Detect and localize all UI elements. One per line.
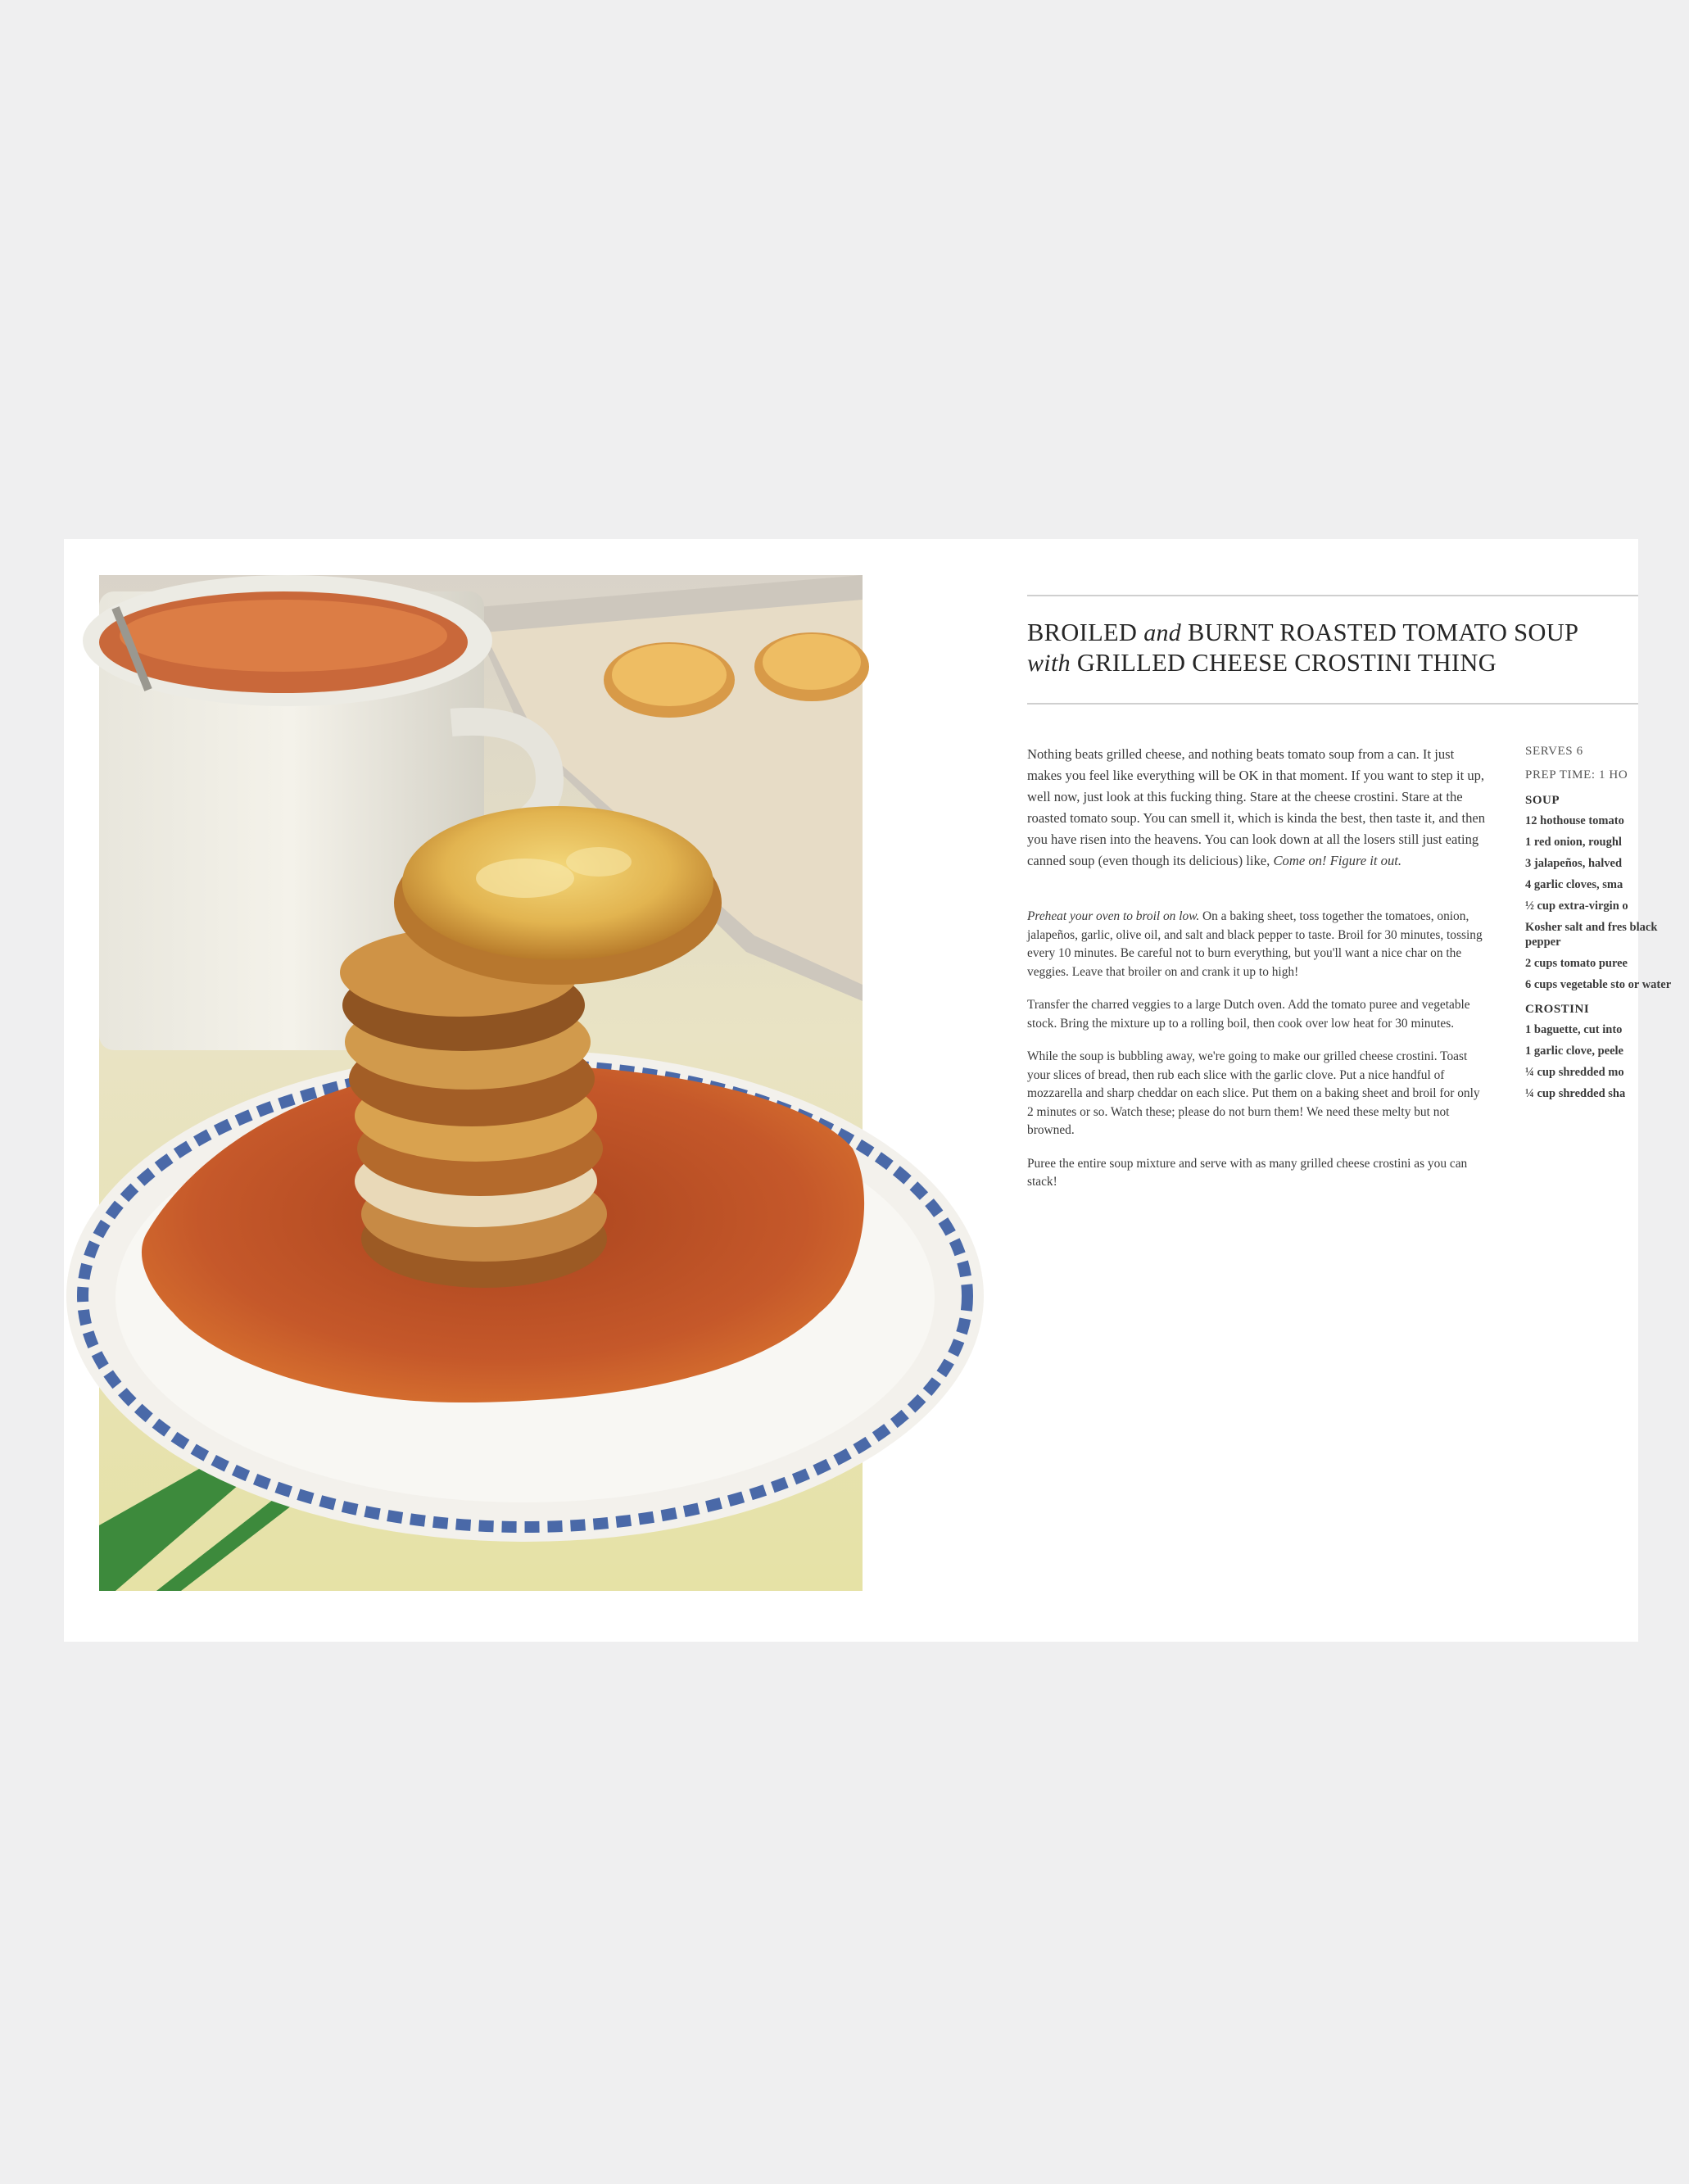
title-part-3: GRILLED CHEESE CROSTINI THING bbox=[1076, 649, 1497, 677]
title-top-rule bbox=[1027, 595, 1638, 596]
step-3: While the soup is bubbling away, we're going to make our grilled cheese crostini. Toast your slices of bread, then rub each slice with the garlic clove. Put a nice handful of mozzarella and sharp cheddar on each slice. Put them on a baking sheet and broil for only 2 minutes or so. Watch these; please do not burn them! We need these melty but not browned. bbox=[1027, 1049, 1480, 1137]
step-1-lead: Preheat your oven to broil on low. bbox=[1027, 909, 1200, 923]
recipe-title bbox=[1027, 618, 1650, 678]
intro-italic: Come on! Figure it out. bbox=[1273, 853, 1402, 868]
step-2: Transfer the charred veggies to a large Dutch oven. Add the tomato puree and vegetable stock. Bring the mixture up to a rolling boil, then cook over low heat for 30 minutes. bbox=[1027, 998, 1470, 1031]
ingredient: Kosher salt and fres black pepper bbox=[1525, 921, 1658, 949]
ingredient: ¼ cup shredded sha bbox=[1525, 1087, 1626, 1100]
prep-time: PREP TIME: 1 HO bbox=[1525, 768, 1628, 782]
ingredient: ¼ cup shredded mo bbox=[1525, 1066, 1624, 1079]
soup-heading: SOUP bbox=[1525, 794, 1560, 807]
food-photo bbox=[99, 575, 863, 1591]
title-and: and bbox=[1143, 619, 1182, 646]
ingredient: 3 jalapeños, halved bbox=[1525, 857, 1623, 870]
serves: SERVES 6 bbox=[1525, 745, 1583, 758]
ingredients-sidebar bbox=[1525, 744, 1689, 1108]
ingredient: 1 baguette, cut into bbox=[1525, 1023, 1623, 1036]
book-spread bbox=[64, 539, 1672, 1642]
ingredient: 4 garlic cloves, sma bbox=[1525, 878, 1623, 891]
title-bottom-rule bbox=[1027, 703, 1638, 705]
recipe-page bbox=[1027, 539, 1672, 1642]
ingredient: 12 hothouse tomato bbox=[1525, 814, 1624, 827]
step-4: Puree the entire soup mixture and serve with as many grilled cheese crostini as you can stack! bbox=[1027, 1156, 1468, 1189]
ingredient: 2 cups tomato puree bbox=[1525, 957, 1628, 970]
crostini-heading: CROSTINI bbox=[1525, 1003, 1590, 1016]
ingredient: 6 cups vegetable sto or water bbox=[1525, 978, 1672, 991]
soup-crostini-illustration bbox=[99, 575, 863, 1591]
title-with: with bbox=[1027, 650, 1071, 677]
title-part-1: BROILED bbox=[1027, 618, 1138, 646]
recipe-intro: Nothing beats grilled cheese, and nothing beats tomato soup from a can. It just makes you feel like everything will be OK in that moment. If you want to step it up, well now, just look at this fucking thing. Stare at the cheese crostini. Stare at the roasted tomato soup. You can smell it, which is kinda the best, then taste it, and then you have risen into the heavens. You can look down at all the losers still just eating canned soup (even though its delicious) like, Come on! Figure it out. bbox=[1027, 746, 1486, 868]
step-1: Preheat your oven to broil on low. On a baking sheet, toss together the tomatoes, onion, jalapeños, garlic, olive oil, and salt and black pepper to taste. Broil for 30 minutes, tossing every 10 minutes. Be careful not to burn everything, but you'll want a nice char on the veggies. Leave that broiler on and crank it up to high! bbox=[1027, 909, 1483, 979]
ingredient: 1 garlic clove, peele bbox=[1525, 1044, 1623, 1058]
title-part-2: BURNT ROASTED TOMATO SOUP bbox=[1188, 618, 1579, 646]
recipe-body bbox=[1027, 744, 1486, 1207]
ingredient: 1 red onion, roughl bbox=[1525, 836, 1622, 849]
ingredient: ½ cup extra-virgin o bbox=[1525, 899, 1628, 913]
